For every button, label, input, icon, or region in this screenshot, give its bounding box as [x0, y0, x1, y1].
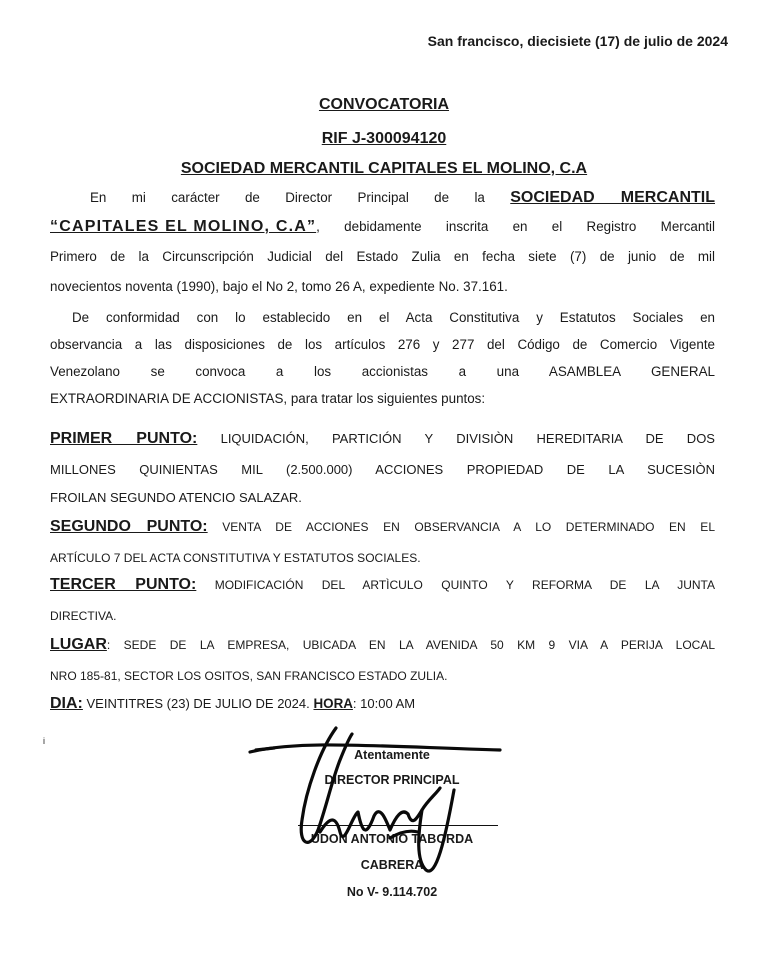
signature-cedula: No V- 9.114.702: [346, 885, 438, 899]
primer-punto-line-1: [50, 430, 715, 448]
primer-punto-text-1: LIQUIDACIÓN, PARTICIÓN Y DIVISIÒN HEREDITARIA DE DOS: [197, 431, 715, 446]
tercer-punto-line-2: DIRECTIVA.: [50, 609, 117, 623]
conformidad-line-2: observancia a las disposiciones de los artículos 276 y 277 del Código de Comercio Vigente: [50, 337, 715, 352]
intro-line-2-text: , debidamente inscrita en el Registro Mercantil: [316, 219, 715, 234]
signature-stroke-tail: [419, 790, 454, 871]
stray-mark: i: [43, 736, 45, 746]
signature-stroke-top: [250, 745, 500, 752]
signature-atentamente: Atentamente: [354, 748, 430, 762]
conformidad-line-4: EXTRAORDINARIA DE ACCIONISTAS, para tratar los siguientes puntos:: [50, 391, 486, 406]
tercer-punto-label: TERCER PUNTO:: [50, 576, 197, 593]
signature-stroke-cross: [390, 831, 418, 838]
intro-line-4: novecientos noventa (1990), bajo el No 2, tomo 26 A, expediente No. 37.161.: [50, 279, 508, 294]
segundo-punto-line-1: [50, 518, 715, 536]
primer-punto-line-2: MILLONES QUINIENTAS MIL (2.500.000) ACCIONES PROPIEDAD DE LA SUCESIÒN: [50, 462, 715, 477]
segundo-punto-label: SEGUNDO PUNTO:: [50, 518, 208, 535]
intro-company-name: SOCIEDAD MERCANTIL: [510, 189, 716, 206]
lugar-text-1: : SEDE DE LA EMPRESA, UBICADA EN LA AVENIDA 50 KM 9 VIA A PERIJA LOCAL: [106, 638, 715, 652]
hora-label: HORA: [313, 696, 353, 711]
intro-line-1-text: En mi carácter de Director Principal de la: [90, 190, 485, 205]
primer-punto-label: PRIMER PUNTO:: [50, 430, 198, 447]
dia-hora-line: [50, 695, 715, 713]
signature-nombre-1: UDON ANTONIO TABORDA: [310, 832, 474, 846]
document-date: San francisco, diecisiete (17) de julio de 2024: [427, 33, 728, 49]
segundo-punto-line-2: ARTÍCULO 7 DEL ACTA CONSTITUTIVA Y ESTATUTOS SOCIALES.: [50, 551, 421, 565]
title-convocatoria: CONVOCATORIA: [318, 96, 450, 113]
handwritten-signature: [240, 720, 520, 890]
lugar-label: LUGAR: [50, 636, 107, 653]
title-rif: RIF J-300094120: [321, 130, 447, 147]
conformidad-line-1: De conformidad con lo establecido en el Acta Constitutiva y Estatutos Sociales en: [72, 310, 715, 325]
tercer-punto-line-1: [50, 576, 715, 594]
lugar-line-1: [50, 636, 715, 654]
lugar-line-2: NRO 185-81, SECTOR LOS OSITOS, SAN FRANCISCO ESTADO ZULIA.: [50, 669, 448, 683]
tercer-punto-text-1: MODIFICACIÓN DEL ARTÌCULO QUINTO Y REFORMA DE LA JUNTA: [196, 578, 715, 592]
intro-line-2: [50, 218, 715, 236]
signature-nombre-2: CABRERA: [360, 858, 424, 872]
segundo-punto-text-1: VENTA DE ACCIONES EN OBSERVANCIA A LO DETERMINADO EN EL: [207, 520, 715, 534]
dia-label: DIA:: [50, 695, 83, 712]
intro-line-1: [50, 189, 715, 207]
signature-cargo: DIRECTOR PRINCIPAL: [324, 773, 460, 787]
dia-value: VEINTITRES (23) DE JULIO DE 2024.: [82, 696, 310, 711]
primer-punto-line-3: FROILAN SEGUNDO ATENCIO SALAZAR.: [50, 490, 302, 505]
intro-line-3: Primero de la Circunscripción Judicial del Estado Zulia en fecha siete (7) de junio de mil: [50, 249, 715, 264]
intro-company-name-2: “CAPITALES EL MOLINO, C.A”: [50, 218, 317, 235]
signature-stroke-dash: [256, 748, 274, 750]
hora-value: : 10:00 AM: [352, 696, 416, 711]
conformidad-line-3: Venezolano se convoca a los accionistas a una ASAMBLEA GENERAL: [50, 364, 715, 379]
title-sociedad: SOCIEDAD MERCANTIL CAPITALES EL MOLINO, C.A: [180, 160, 588, 177]
